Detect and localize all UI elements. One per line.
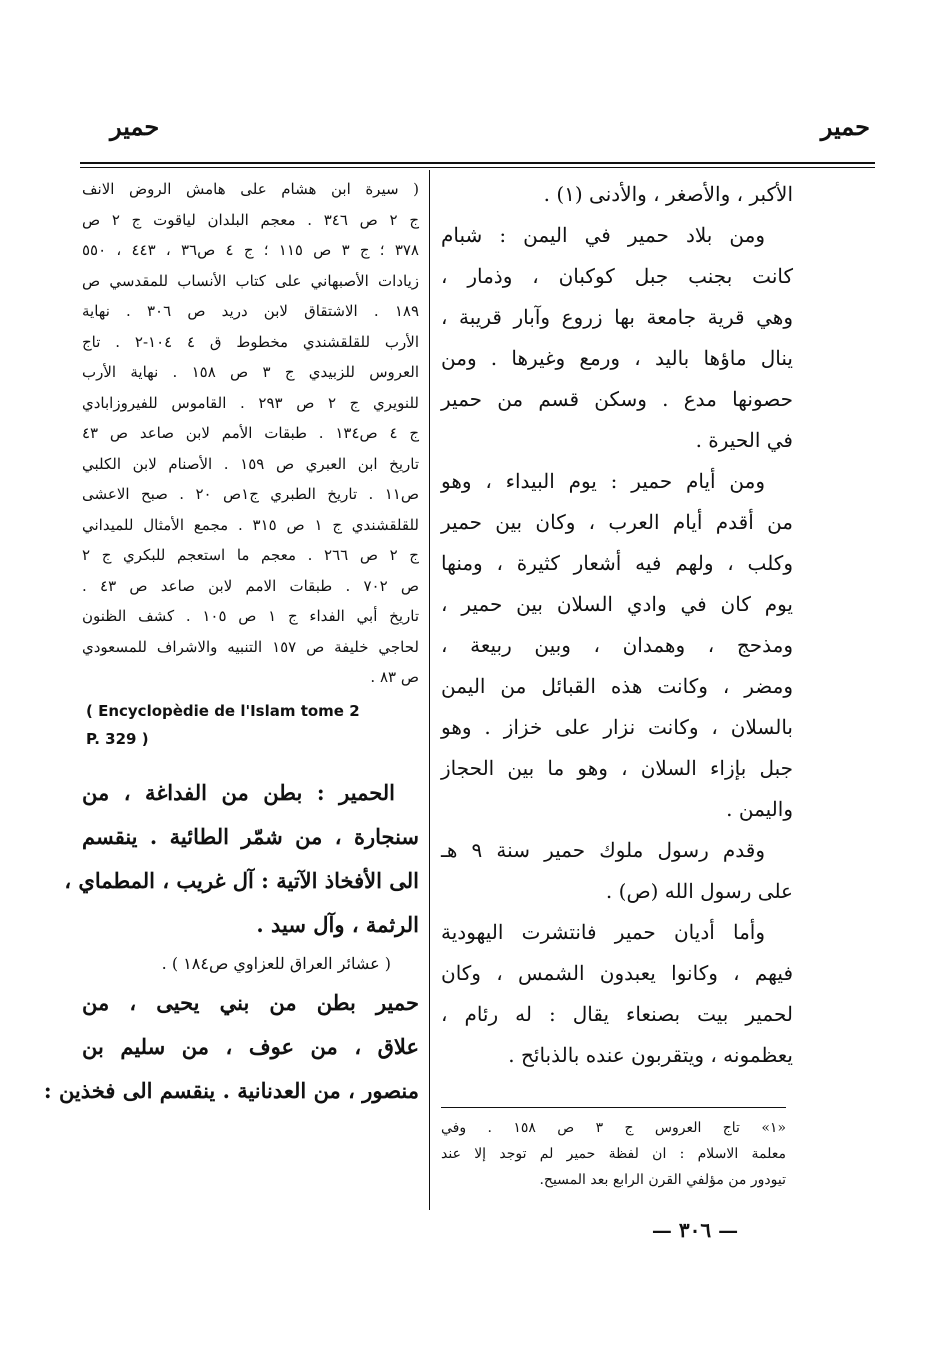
reference-line: زيادات الأصبهاني على كتاب الأنساب للمقدسي ص [82, 271, 419, 290]
header-rule-thin [80, 167, 875, 168]
right-column [441, 174, 793, 1076]
footnote [441, 1115, 786, 1193]
reference-line: ص١١ . تاريخ الطبري ج١ص ٢٠ . صبح الاعشى [82, 485, 419, 503]
reference-line: تاريخ ابن العبري ص ١٥٩ . الأصنام لابن الكلبي [82, 454, 419, 473]
entry-line: سنجارة ، من شمّر الطائية . ينقسم [82, 823, 419, 849]
footnote-line: معلمة الاسلام : ان لفظة حمير لم توجد إلا عند [441, 1146, 786, 1162]
right-text-line: وقدم رسول ملوك حمير سنة ٩ هـ [441, 838, 766, 862]
right-text-line: على رسول الله (ص) . [605, 879, 793, 903]
reference-line: للقلقشندي ج ١ ص ٣١٥ . مجمع الأمثال للميداني [82, 515, 419, 534]
right-text-line: في الحيرة . [695, 428, 793, 452]
header-rule-thick [80, 162, 875, 164]
right-text-line: وهي قرية جامعة بها زروع وآبار قريبة ، [441, 305, 793, 329]
right-text-line: لحمير بيت بصنعاء يقال : له رئام ، [441, 1002, 793, 1026]
right-text-line: جبل بإزاء السلان ، وهو ما بين الحجاز [441, 756, 793, 780]
footnote-line: «١» تاج العروس ج ٣ ص ١٥٨ . وفي [441, 1120, 787, 1136]
right-text-line: ومن بلاد حمير في اليمن : شبام [441, 223, 765, 247]
right-text-line: ومن أيام حمير : يوم البيداء ، وهو [441, 469, 765, 493]
reference-line: تاريخ أبي الفداء ج ١ ص ١٠٥ . كشف الظنون [82, 607, 419, 625]
right-text-line: حصونها مدع . وسكن قسم من حمير [441, 387, 793, 411]
entry-line: منصور ، من العدنانية . ينقسم الى فخذين : [43, 1077, 419, 1103]
reference-line: ٣٧٨ ؛ ج ٣ ص ١١٥ ؛ ج ٤ ص٣٦ ، ٤٤٣ ، ٥٥٠ [82, 241, 419, 259]
right-text-line: فيهم ، وكانوا يعبدون الشمس ، وكان [441, 961, 793, 985]
right-text-line: وكلب ، ولهم فيه أشعار كثيرة ، ومنها [441, 551, 793, 575]
entry-line: الحمير : بطن من الفداغة ، من [82, 779, 395, 805]
column-divider [429, 170, 430, 1210]
entry-al-humayr [64, 771, 419, 981]
running-header [80, 112, 870, 152]
footnote-rule [441, 1107, 786, 1108]
left-column [43, 174, 420, 1113]
right-text-line: يوم كان في وادي السلان بين حمير ، [441, 592, 793, 616]
entry-line: الرثمة ، وآل سيد . [256, 911, 419, 937]
entry-line: الى الأفخاذ الآتية : آل غريب ، المطماي ، [64, 867, 419, 893]
reference-line: ص ٧٠٢ . طبقات الامم لابن صاعد ص ٤٣ . [82, 576, 419, 595]
encyclopedia-citation [82, 697, 419, 753]
right-text-line: ومضر ، وكانت هذه القبائل من اليمن [441, 674, 793, 698]
right-text-line: ينال ماؤها باليد ، ورمع وغيرها . ومن [441, 346, 793, 370]
references-block [82, 174, 419, 693]
right-text-line: وأما أديان حمير فانتشرت اليهودية [441, 920, 765, 944]
entry-line: علاق ، من عوف ، من سليم بن [82, 1033, 419, 1059]
header-word-right: حمير [820, 112, 870, 141]
reference-line: ١٨٩ . الاشتقاق لابن دريد ص ٣٠٦ . نهاية [82, 302, 420, 320]
reference-line: لحاجي خليفة ص ١٥٧ التنبيه والاشراف للمسعودي [82, 637, 420, 656]
right-text-line: ومذحج ، وهمدان ، وبين ربيعة ، [441, 633, 793, 657]
right-text-line: بالسلان ، وكانت نزار على خزاز . وهو [441, 715, 793, 739]
right-text-line: كانت بجنب جبل كوكبان ، وذمار ، [441, 264, 793, 288]
reference-line: ( سيرة ابن هشام على هامش الروض الانف [82, 180, 419, 198]
header-word-left: حمير [110, 112, 160, 141]
reference-line: للنويري ج ٢ ص ٢٩٣ . القاموس للفيروزابادي [82, 393, 419, 412]
entry-humayr [43, 981, 419, 1113]
reference-line: ج ٢ ص ٣٤٦ . معجم البلدان لياقوت ج ٢ ص [82, 210, 419, 229]
right-text-line: واليمن . [726, 797, 793, 821]
reference-line: ج ٤ ص١٣٤ . طبقات الأمم لابن صاعد ص ٤٣ [82, 424, 420, 442]
reference-line: العروس للزبيدي ج ٣ ص ١٥٨ . نهاية الأرب [82, 363, 419, 381]
citation-line: ( Encyclopèdie de l'Islam tome 2 [86, 701, 360, 720]
citation-line: P. 329 ) [86, 729, 149, 748]
right-text-line: الأكبر ، والأصغر ، والأدنى (١) . [543, 182, 793, 206]
page-number: — ٣٠٦ — [651, 1218, 739, 1242]
right-text-line: يعظمونه ، ويتقربون عنده بالذبائح . [508, 1043, 793, 1067]
right-text-line: من أقدم أيام العرب ، وكان بين حمير [441, 510, 793, 534]
entry-line: حمير بطن من بني يحيى ، من [82, 989, 419, 1015]
footnote-line: تيودور من مؤلفي القرن الرابع بعد المسيح. [539, 1172, 786, 1188]
entry-source: ( عشائر العراق للعزاوي ص١٨٤ ) . [161, 953, 391, 973]
reference-line: ج ٢ ص ٢٦٦ . معجم ما استعجم للبكري ج ٢ [82, 546, 419, 564]
reference-line: ص ٨٣ . [370, 668, 419, 686]
reference-line: الأرب للقلقشندي مخطوط ق ٤ ١٠٤-٢ . تاج [82, 332, 420, 351]
